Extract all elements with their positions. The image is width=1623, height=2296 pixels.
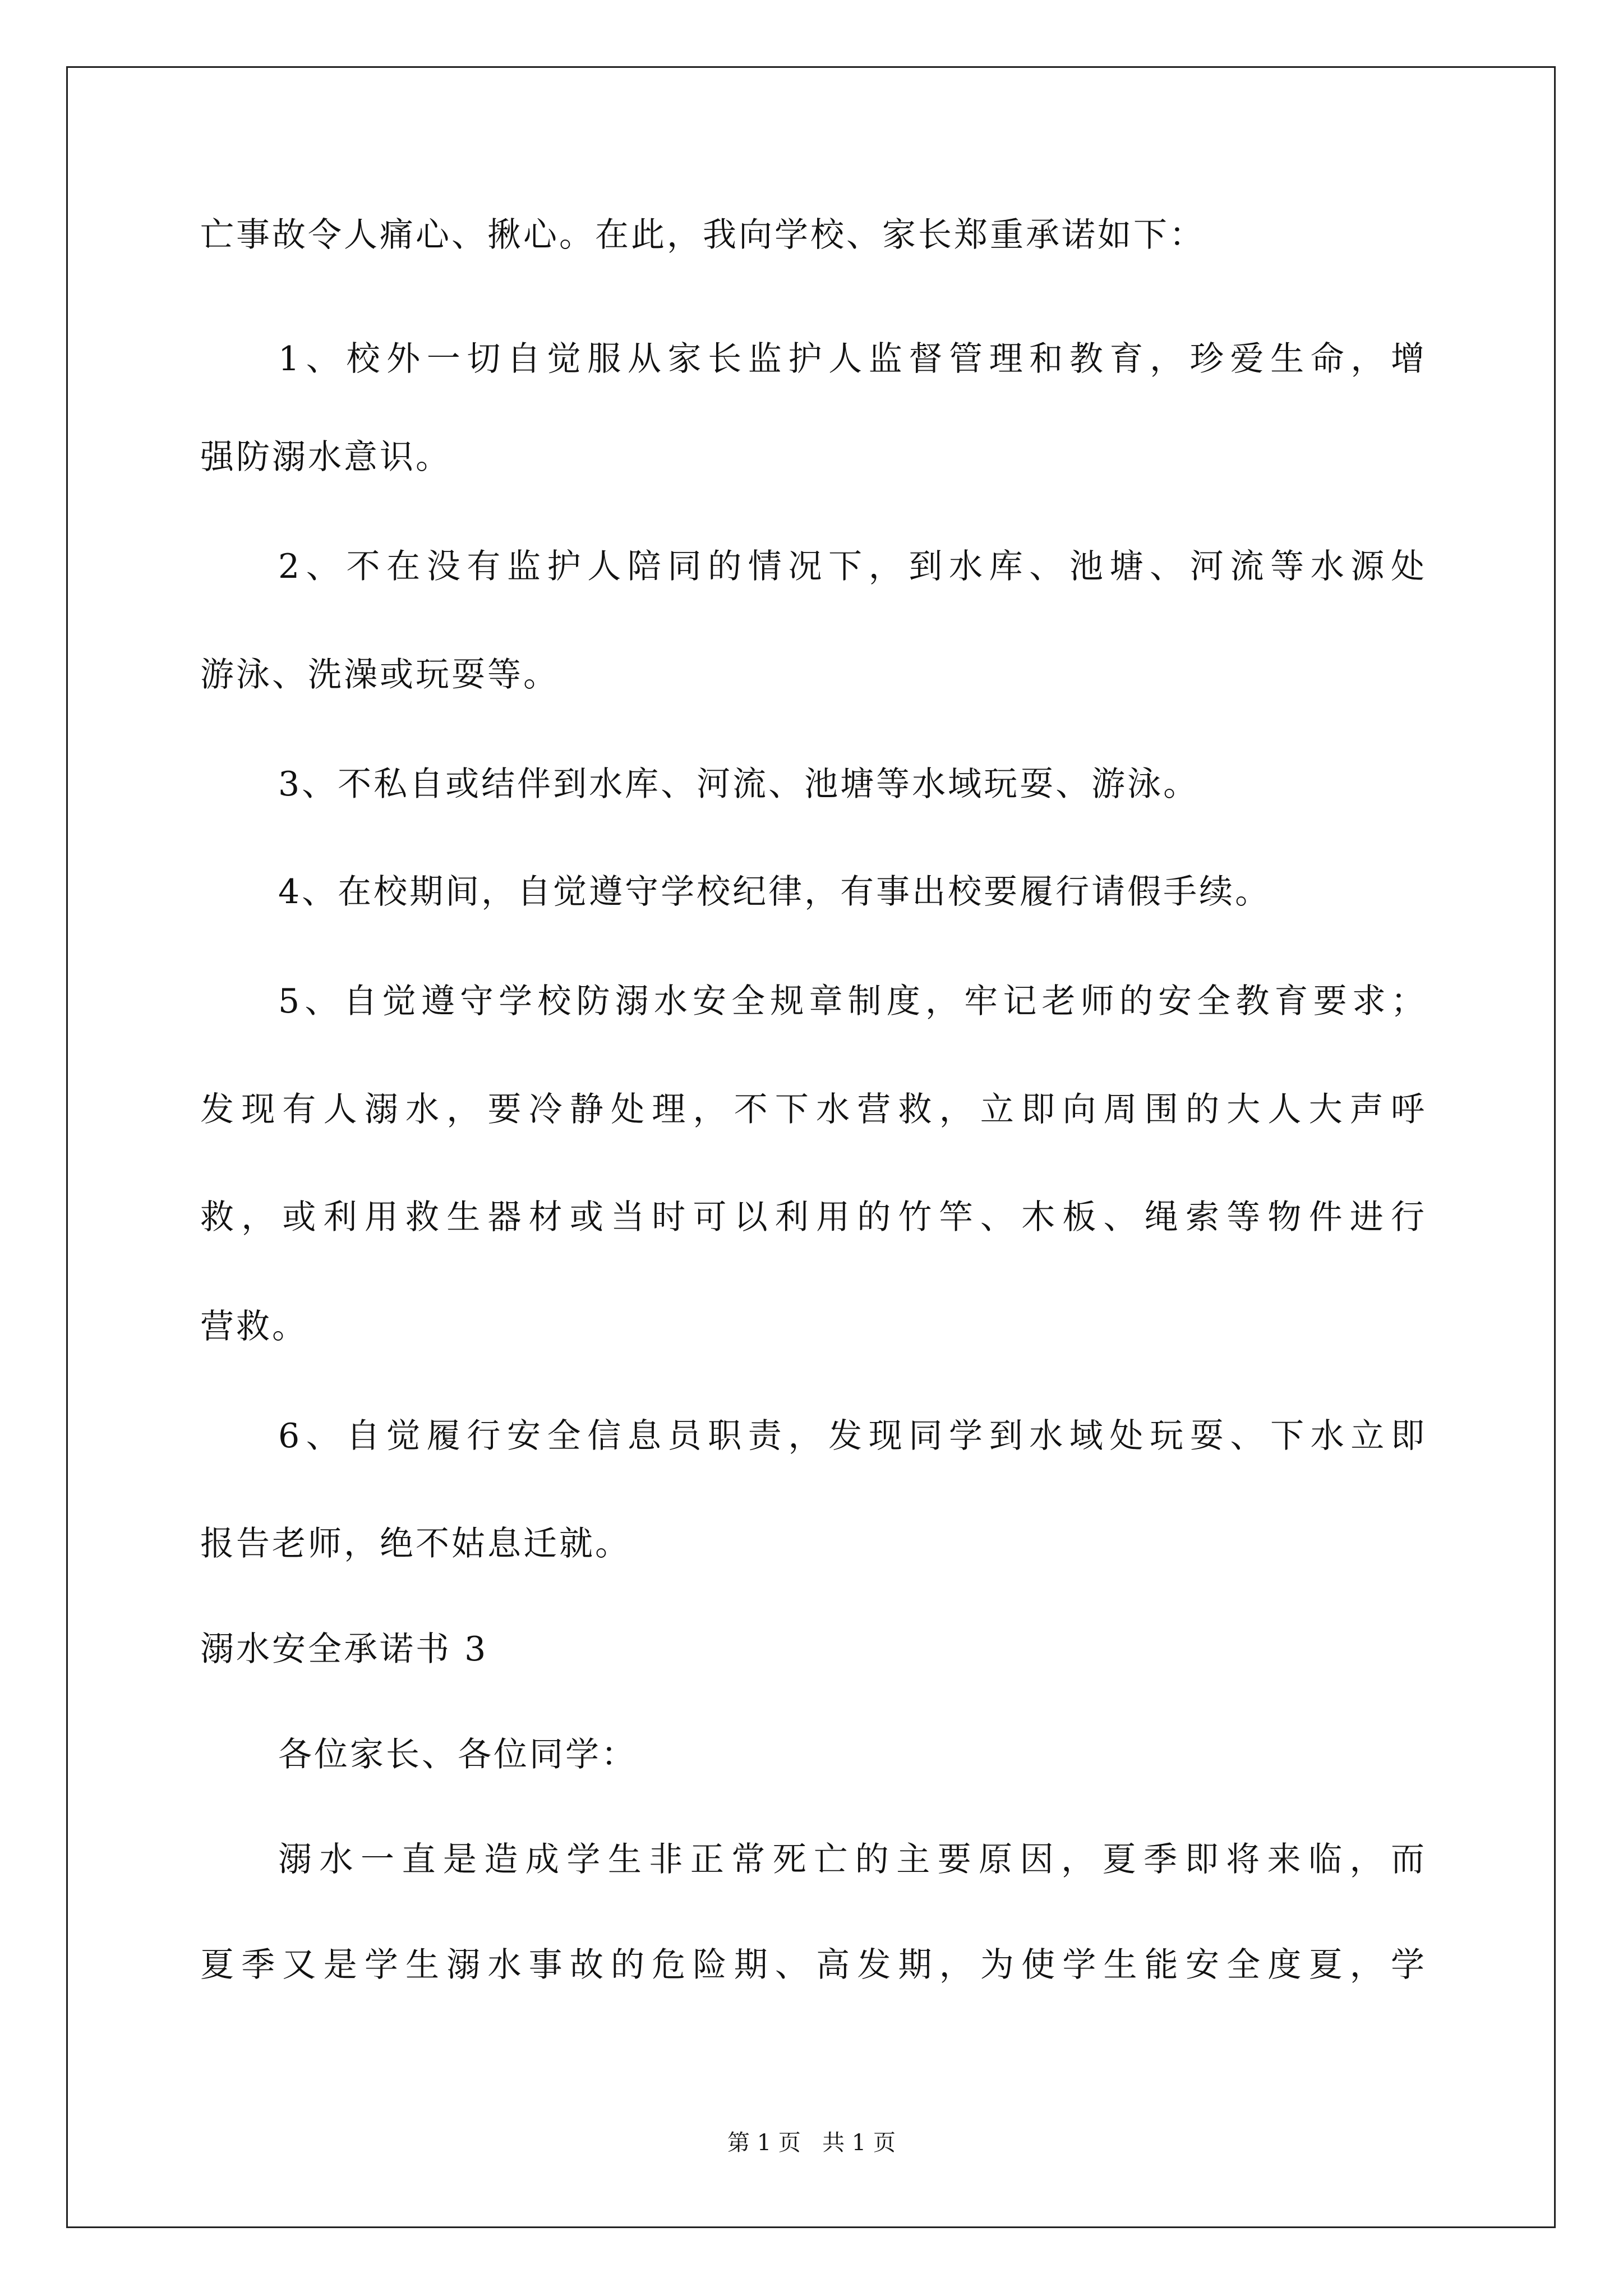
- text-line-12: 6、自觉履行安全信息员职责，发现同学到水域处玩耍、下水立即: [278, 1416, 1424, 1456]
- page-border: [66, 66, 1556, 2228]
- salutation: 各位家长、各位同学：: [278, 1735, 637, 1774]
- text-line-1: 亡事故令人痛心、揪心。在此，我向学校、家长郑重承诺如下：: [200, 215, 1205, 255]
- page-number-footer: 第 1 页 共 1 页: [727, 2130, 896, 2156]
- text-line-7: 4、在校期间，自觉遵守学校纪律，有事出校要履行请假手续。: [278, 872, 1271, 912]
- text-line-8: 5、自觉遵守学校防溺水安全规章制度，牢记老师的安全教育要求；: [278, 982, 1424, 1021]
- text-line-13: 报告老师，绝不姑息迁就。: [200, 1524, 631, 1563]
- text-line-11: 营救。: [200, 1307, 308, 1346]
- text-line-3: 强防溺水意识。: [200, 438, 451, 477]
- text-line-17: 夏季又是学生溺水事故的危险期、高发期，为使学生能安全度夏，学: [200, 1945, 1424, 1985]
- section-heading: 溺水安全承诺书 3: [200, 1630, 488, 1669]
- text-line-10: 救，或利用救生器材或当时可以利用的竹竿、木板、绳索等物件进行: [200, 1198, 1424, 1237]
- text-line-16: 溺水一直是造成学生非正常死亡的主要原因，夏季即将来临，而: [278, 1840, 1424, 1879]
- text-line-4: 2、不在没有监护人陪同的情况下，到水库、池塘、河流等水源处: [278, 547, 1424, 586]
- text-line-6: 3、不私自或结伴到水库、河流、池塘等水域玩耍、游泳。: [278, 765, 1200, 804]
- text-line-2: 1、校外一切自觉服从家长监护人监督管理和教育，珍爱生命，增: [278, 339, 1424, 379]
- text-line-9: 发现有人溺水，要冷静处理，不下水营救，立即向周围的大人大声呼: [200, 1090, 1424, 1129]
- text-line-5: 游泳、洗澡或玩耍等。: [200, 655, 559, 694]
